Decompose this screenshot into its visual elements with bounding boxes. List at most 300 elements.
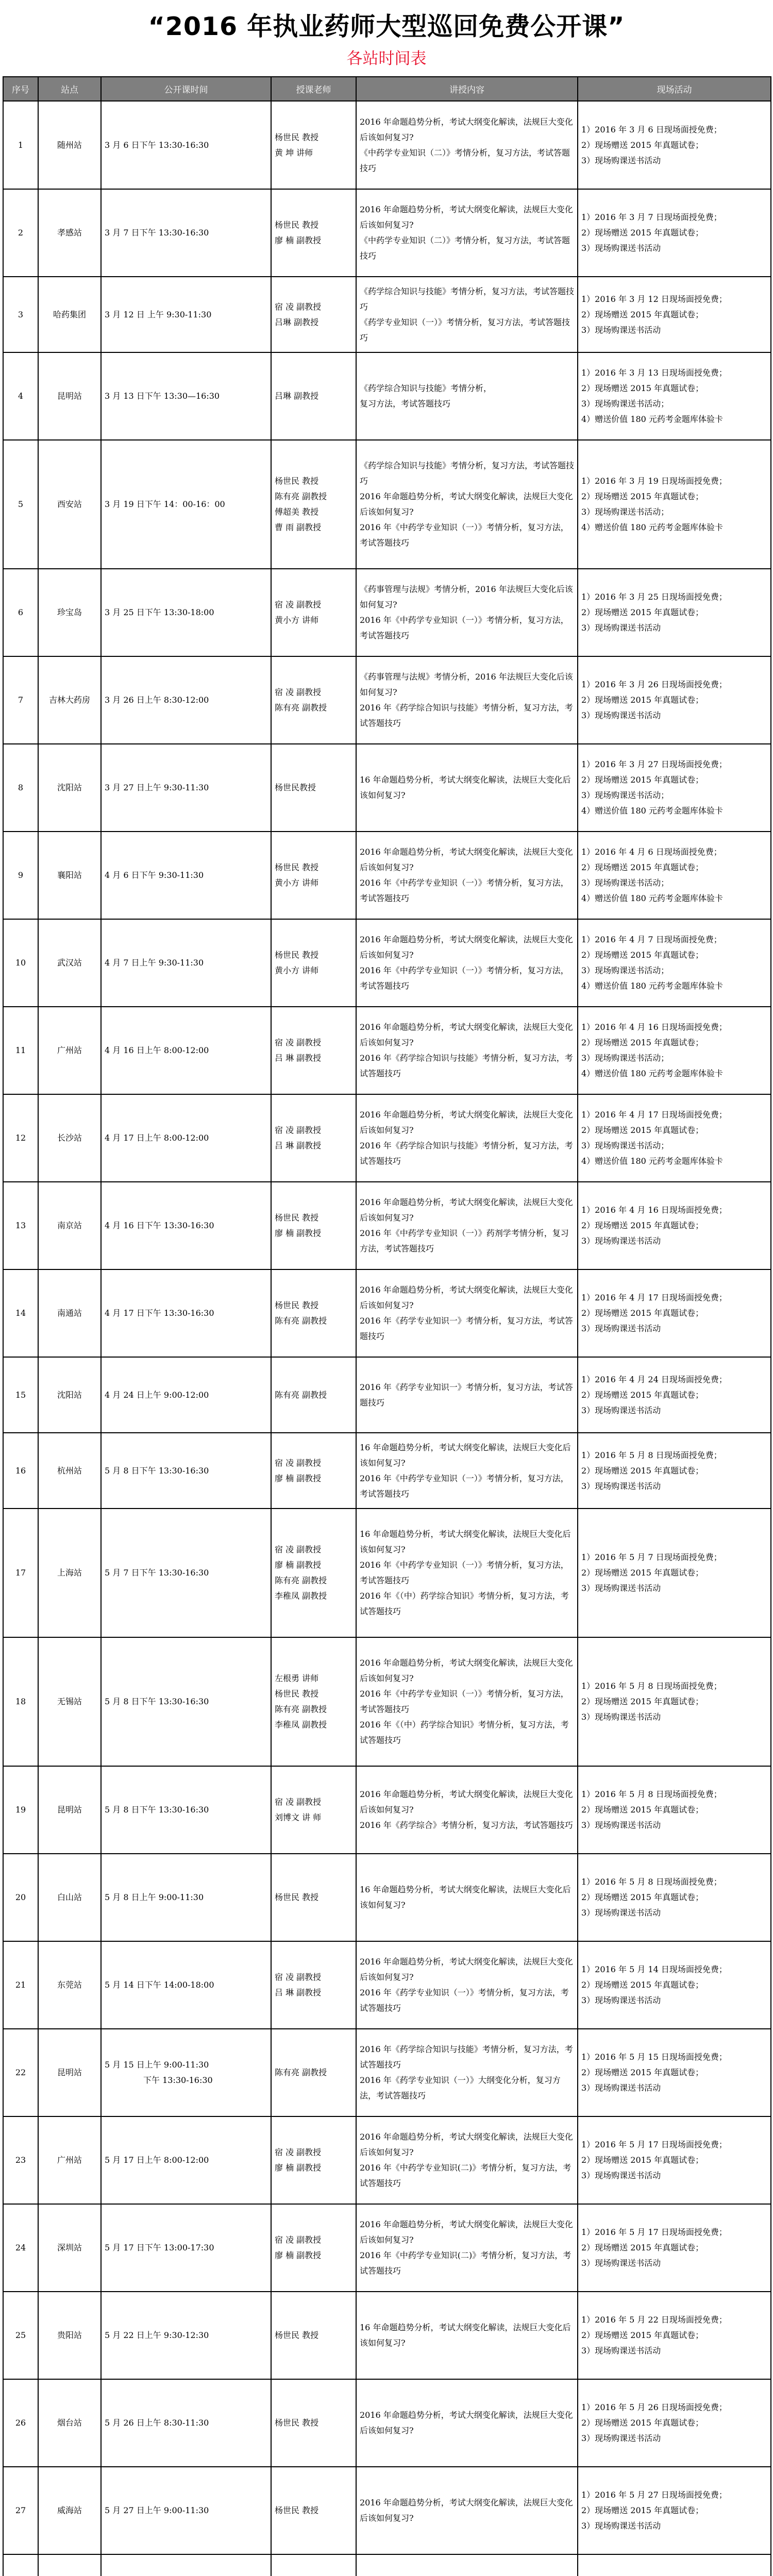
content-line: 2016 年《药学综合》考情分析，复习方法，考试答题技巧 (360, 1820, 573, 1830)
activity-item: 1）2016 年 5 月 17 日现场面授免费； (581, 2227, 727, 2237)
time-cell (101, 1269, 271, 1357)
activity-item: 3）现场购课送书活动； (581, 878, 669, 888)
teacher-name: 陈有亮 副教授 (275, 492, 327, 501)
activity-item: 3）现场购课送书活动 (581, 2346, 661, 2355)
teacher-name: 吕琳 副教授 (275, 317, 319, 327)
activity-item: 1）2016 年 3 月 12 日现场面授免费； (581, 294, 727, 304)
content-line: 《药学综合知识与技能》考情分析，复习方法，考试答题技巧 (360, 461, 575, 486)
teacher-name: 吕琳 副教授 (275, 391, 319, 401)
time-cell (101, 1941, 271, 2029)
time-cell (101, 2029, 271, 2116)
station-name: 随州站 (38, 101, 101, 189)
teacher-name: 廖 楠 副教授 (275, 2163, 322, 2173)
teacher-name: 杨世民 教授 (275, 1892, 319, 1902)
activity-item: 3）现场购课送书活动； (581, 965, 669, 975)
activity-item: 1）2016 年 5 月 17 日现场面授免费； (581, 2140, 727, 2149)
activity-item: 1）2016 年 4 月 24 日现场面授免费； (581, 1374, 727, 1384)
teacher-cell (271, 744, 356, 832)
time-cell (101, 2292, 271, 2379)
table-body (3, 101, 771, 2576)
activity-cell (578, 1509, 771, 1637)
activity-item: 4）赠送价值 180 元药考金题库体验卡 (581, 522, 723, 532)
content-cell (356, 1433, 578, 1509)
time-line: 5 月 8 日下午 13:30-16:30 (105, 1465, 209, 1476)
activity-cell (578, 2116, 771, 2204)
content-cell (356, 656, 578, 744)
activity-item: 1）2016 年 3 月 27 日现场面授免费； (581, 759, 727, 769)
content-line: 2016 年《药学专业知识（一）》考情分析，复习方法，考试答题技巧 (360, 1988, 569, 2013)
table-row (3, 2204, 771, 2292)
row-number (3, 2554, 38, 2576)
time-line: 下午 13:30-16:30 (143, 2075, 213, 2085)
activity-cell (578, 1357, 771, 1433)
row-number: 4 (3, 352, 38, 440)
content-line: 2016 年命题趋势分析，考试大纲变化解读，法规巨大变化后该如何复习? (360, 205, 573, 230)
activity-item: 3）现场购课送书活动 (581, 1405, 661, 1415)
teacher-cell (271, 1094, 356, 1182)
activity-item: 1）2016 年 5 月 7 日现场面授免费； (581, 1552, 722, 1562)
content-line: 2016 年命题趋势分析，考试大纲变化解读，法规巨大变化后该如何复习? (360, 2410, 573, 2435)
content-line: 《中药学专业知识（二）》考情分析，复习方法，考试答题技巧 (360, 235, 570, 261)
activity-item: 1）2016 年 5 月 14 日现场面授免费； (581, 1964, 727, 1974)
activity-item: 1）2016 年 5 月 15 日现场面授免费； (581, 2052, 727, 2062)
activity-item: 2）现场赠送 2015 年真题试卷； (581, 1221, 704, 1230)
station-name: 孝感站 (38, 189, 101, 277)
activity-item: 2）现场赠送 2015 年真题试卷； (581, 1697, 704, 1706)
table-row (3, 2554, 771, 2576)
time-line: 3 月 6 日下午 13:30-16:30 (105, 140, 209, 150)
activity-item: 2）现场赠送 2015 年真题试卷； (581, 695, 704, 705)
station-name: 昆明站 (38, 2029, 101, 2116)
time-cell (101, 1357, 271, 1433)
header-activity: 现场活动 (578, 77, 771, 101)
activity-item: 2）现场赠送 2015 年真题试卷； (581, 1389, 704, 1400)
activity-item: 2）现场赠送 2015 年真题试卷； (581, 1892, 704, 1902)
teacher-name: 杨世民 教授 (275, 476, 319, 486)
row-number: 21 (3, 1941, 38, 2029)
activity-item: 2）现场赠送 2015 年真题试卷； (581, 862, 704, 872)
activity-cell (578, 2204, 771, 2292)
content-cell (356, 2204, 578, 2292)
time-cell (101, 1433, 271, 1509)
table-row (3, 2116, 771, 2204)
activity-item: 3）现场购课送书活动 (581, 2083, 661, 2093)
row-number: 13 (3, 1182, 38, 1269)
content-line: 2016 年《中药学专业知识（一）》考情分析，复习方法，考试答题技巧 (360, 615, 569, 640)
activity-item: 2）现场赠送 2015 年真题试卷； (581, 1568, 704, 1578)
activity-item: 3）现场购课送书活动； (581, 1141, 669, 1150)
teacher-cell (271, 2379, 356, 2467)
content-cell (356, 1766, 578, 1854)
activity-item: 3）现场购课送书活动 (581, 1583, 661, 1593)
teacher-name: 杨世民 教授 (275, 2418, 319, 2428)
teacher-name: 陈有亮 副教授 (275, 1316, 327, 1326)
table-row (3, 1766, 771, 1854)
content-line: 2016 年《药学综合知识与技能》考情分析，复习方法，考试答题技巧 (360, 703, 573, 728)
teacher-name: 宿 凌 副教授 (275, 1797, 322, 1807)
content-line: 16 年命题趋势分析，考试大纲变化解读，法规巨大变化后该如何复习? (360, 1885, 571, 1910)
station-name: 南京站 (38, 1182, 101, 1269)
teacher-name: 宿 凌 副教授 (275, 1458, 322, 1468)
teacher-name: 廖 楠 副教授 (275, 1560, 322, 1570)
content-cell (356, 1357, 578, 1433)
content-cell (356, 1941, 578, 2029)
time-cell (101, 2379, 271, 2467)
teacher-name: 杨世民 教授 (275, 862, 319, 872)
activity-item: 4）赠送价值 180 元药考金题库体验卡 (581, 806, 723, 816)
content-cell (356, 1854, 578, 1941)
content-cell (356, 1637, 578, 1766)
teacher-cell (271, 1182, 356, 1269)
activity-item: 1）2016 年 4 月 7 日现场面授免费； (581, 935, 722, 944)
table-row (3, 1357, 771, 1433)
activity-item: 2）现场赠送 2015 年真题试卷； (581, 2418, 704, 2428)
content-line: 2016 年命题趋势分析，考试大纲变化解读，法规巨大变化后该如何复习? (360, 492, 573, 517)
content-cell (356, 2029, 578, 2116)
teacher-name: 陈有亮 副教授 (275, 703, 327, 713)
content-line: 2016 年命题趋势分析，考试大纲变化解读，法规巨大变化后该如何复习? (360, 1197, 573, 1223)
table-row (3, 1269, 771, 1357)
activity-item: 1）2016 年 5 月 27 日现场面授免费； (581, 2490, 727, 2500)
teacher-cell (271, 919, 356, 1007)
teacher-name: 杨世民 教授 (275, 950, 319, 960)
activity-item: 1）2016 年 4 月 17 日现场面授免费； (581, 1293, 727, 1302)
activity-item: 4）赠送价值 180 元药考金题库体验卡 (581, 1069, 723, 1078)
row-number: 7 (3, 656, 38, 744)
teacher-cell (271, 569, 356, 656)
activity-item: 3）现场购课送书活动 (581, 2521, 661, 2531)
teacher-name: 廖 楠 副教授 (275, 1473, 322, 1483)
activity-cell (578, 1007, 771, 1094)
time-cell (101, 189, 271, 277)
activity-item: 3）现场购课送书活动 (581, 710, 661, 720)
activity-item: 1）2016 年 3 月 26 日现场面授免费； (581, 680, 727, 689)
row-number: 2 (3, 189, 38, 277)
activity-item: 2）现场赠送 2015 年真题试卷； (581, 775, 704, 785)
activity-cell (578, 1637, 771, 1766)
table-row (3, 352, 771, 440)
activity-item: 3）现场购课送书活动 (581, 1820, 661, 1830)
activity-item: 2）现场赠送 2015 年真题试卷； (581, 1465, 704, 1476)
station-name: 无锡站 (38, 1637, 101, 1766)
content-line: 2016 年《中药学专业知识（一）》考情分析，复习方法，考试答题技巧 (360, 1560, 569, 1585)
activity-item: 3）现场购课送书活动 (581, 623, 661, 633)
content-line: 2016 年命题趋势分析，考试大纲变化解读，法规巨大变化后该如何复习? (360, 116, 573, 142)
time-cell (101, 656, 271, 744)
activity-item: 2）现场赠送 2015 年真题试卷； (581, 950, 704, 960)
teacher-cell (271, 656, 356, 744)
teacher-cell (271, 101, 356, 189)
teacher-name: 宿 凌 副教授 (275, 1972, 322, 1982)
activity-item: 3）现场购课送书活动 (581, 1908, 661, 1918)
teacher-cell (271, 2029, 356, 2116)
time-cell (101, 440, 271, 569)
time-line: 5 月 17 日上午 8:00-12:00 (105, 2155, 209, 2165)
time-line: 3 月 13 日下午 13:30—16:30 (105, 391, 220, 401)
table-row (3, 744, 771, 832)
activity-item: 1）2016 年 5 月 8 日现场面授免费； (581, 1681, 722, 1691)
teacher-cell (271, 189, 356, 277)
teacher-cell (271, 1269, 356, 1357)
teacher-cell (271, 832, 356, 919)
schedule-table (3, 76, 771, 2576)
teacher-name: 曹 雨 副教授 (275, 522, 322, 532)
teacher-cell (271, 1854, 356, 1941)
content-cell (356, 101, 578, 189)
teacher-name: 杨世民 教授 (275, 2505, 319, 2515)
teacher-name: 吕 琳 副教授 (275, 1988, 322, 1997)
table-row (3, 440, 771, 569)
header-number: 序号 (3, 77, 38, 101)
time-cell (101, 744, 271, 832)
activity-item: 4）赠送价值 180 元药考金题库体验卡 (581, 981, 723, 991)
activity-item: 2）现场赠送 2015 年真题试卷； (581, 2243, 704, 2252)
content-line: 2016 年《中药学专业知识（一）》考情分析，复习方法，考试答题技巧 (360, 1473, 569, 1499)
content-line: 2016 年命题趋势分析，考试大纲变化解读，法规巨大变化后该如何复习? (360, 847, 573, 872)
row-number: 17 (3, 1509, 38, 1637)
activity-cell (578, 744, 771, 832)
teacher-cell (271, 2554, 356, 2576)
row-number: 19 (3, 1766, 38, 1854)
row-number: 27 (3, 2467, 38, 2554)
content-line: 2016 年命题趋势分析，考试大纲变化解读，法规巨大变化后该如何复习? (360, 1285, 573, 1310)
teacher-name: 杨世民 教授 (275, 1213, 319, 1223)
station-name: 吉林大药房 (38, 656, 101, 744)
activity-item: 2）现场赠送 2015 年真题试卷； (581, 2155, 704, 2165)
activity-item: 3）现场购课送书活动 (581, 1236, 661, 1246)
row-number: 11 (3, 1007, 38, 1094)
time-line: 5 月 27 日上午 9:00-11:30 (105, 2505, 209, 2515)
content-line: 《药事管理与法规》考情分析，2016 年法规巨大变化后该如何复习? (360, 672, 573, 697)
row-number: 5 (3, 440, 38, 569)
row-number: 15 (3, 1357, 38, 1433)
content-cell (356, 1269, 578, 1357)
teacher-cell (271, 352, 356, 440)
teacher-name: 廖 楠 副教授 (275, 2250, 322, 2260)
station-name: 广州站 (38, 1007, 101, 1094)
row-number: 10 (3, 919, 38, 1007)
teacher-name: 宿 凌 副教授 (275, 1545, 322, 1554)
teacher-name: 宿 凌 副教授 (275, 2235, 322, 2245)
table-row (3, 569, 771, 656)
header-content: 讲授内容 (356, 77, 578, 101)
header-time: 公开课时间 (101, 77, 271, 101)
content-cell (356, 1094, 578, 1182)
teacher-name: 宿 凌 副教授 (275, 1038, 322, 1047)
teacher-name: 刘博文 讲 师 (275, 1812, 322, 1822)
teacher-name: 黄小方 讲师 (275, 615, 319, 625)
content-line: 《药学专业知识（一）》考情分析，复习方法，考试答题技巧 (360, 317, 570, 343)
row-number: 26 (3, 2379, 38, 2467)
row-number: 8 (3, 744, 38, 832)
content-line: 2016 年命题趋势分析，考试大纲变化解读，法规巨大变化后该如何复习? (360, 1022, 573, 1047)
activity-cell (578, 101, 771, 189)
table-row (3, 1637, 771, 1766)
content-line: 2016 年《中药学专业知识（一）》药剂学考情分析，复习方法，考试答题技巧 (360, 1228, 569, 1253)
teacher-name: 杨世民 教授 (275, 2330, 319, 2340)
activity-item: 1）2016 年 3 月 19 日现场面授免费； (581, 476, 727, 486)
teacher-name: 陈有亮 副教授 (275, 2067, 327, 2077)
content-line: 2016 年《药学综合知识与技能》考情分析，复习方法，考试答题技巧 (360, 1053, 573, 1078)
time-line: 4 月 17 日下午 13:30-16:30 (105, 1308, 214, 1318)
content-line: 《药学综合知识与技能》考情分析， (360, 383, 492, 393)
station-name: 深圳站 (38, 2204, 101, 2292)
content-line: 2016 年《中药学专业知识（一）》考情分析，复习方法，考试答题技巧 (360, 522, 569, 548)
row-number: 14 (3, 1269, 38, 1357)
time-cell (101, 2467, 271, 2554)
time-cell (101, 1182, 271, 1269)
activity-item: 3）现场购课送书活动； (581, 790, 669, 800)
activity-cell (578, 919, 771, 1007)
station-name: 沈阳站 (38, 744, 101, 832)
time-line: 3 月 19 日下午 14：00-16：00 (105, 499, 225, 509)
content-line: 2016 年命题趋势分析，考试大纲变化解读，法规巨大变化后该如何复习? (360, 2132, 573, 2157)
teacher-name: 杨世民 教授 (275, 1300, 319, 1310)
activity-cell (578, 2292, 771, 2379)
content-line: 2016 年《药学综合知识与技能》考情分析，复习方法，考试答题技巧 (360, 1141, 573, 1166)
teacher-cell (271, 2116, 356, 2204)
time-line: 5 月 17 日下午 13:00-17:30 (105, 2243, 214, 2252)
activity-item: 1）2016 年 5 月 8 日现场面授免费； (581, 1789, 722, 1799)
teacher-name: 吕 琳 副教授 (275, 1053, 322, 1063)
content-line: 复习方法，考试答题技巧 (360, 399, 451, 409)
station-name: 广州站 (38, 2116, 101, 2204)
activity-item: 1）2016 年 3 月 6 日现场面授免费； (581, 124, 722, 134)
activity-item: 3）现场购课送书活动； (581, 1053, 669, 1063)
teacher-name: 陈有亮 副教授 (275, 1704, 327, 1714)
teacher-name: 李稚凤 副教授 (275, 1591, 327, 1601)
table-row (3, 1941, 771, 2029)
row-number: 9 (3, 832, 38, 919)
teacher-cell (271, 277, 356, 352)
content-line: 2016 年命题趋势分析，考试大纲变化解读，法规巨大变化后该如何复习? (360, 1789, 573, 1815)
time-line: 3 月 7 日下午 13:30-16:30 (105, 228, 209, 238)
content-cell (356, 2554, 578, 2576)
teacher-name: 陈有亮 副教授 (275, 1575, 327, 1585)
content-line: 《中药学专业知识（二）》考情分析，复习方法，考试答题技巧 (360, 147, 570, 173)
time-cell (101, 352, 271, 440)
content-line: 16 年命题趋势分析，考试大纲变化解读，法规巨大变化后该如何复习? (360, 1529, 571, 1554)
teacher-name: 宿 凌 副教授 (275, 1125, 322, 1135)
activity-item: 2）现场赠送 2015 年真题试卷； (581, 309, 704, 319)
time-cell (101, 1509, 271, 1637)
activity-item: 3）现场购课送书活动 (581, 1712, 661, 1722)
station-name: 上海站 (38, 1509, 101, 1637)
teacher-name: 廖 楠 副教授 (275, 1228, 322, 1238)
page-subtitle: 各站时间表 (346, 49, 427, 68)
table-row (3, 277, 771, 352)
row-number: 12 (3, 1094, 38, 1182)
activity-cell (578, 2554, 771, 2576)
content-line: 2016 年《中药学专业知识（一）》考情分析，复习方法，考试答题技巧 (360, 965, 569, 991)
activity-cell (578, 2029, 771, 2116)
teacher-name: 李稚凤 副教授 (275, 1720, 327, 1730)
time-cell (101, 919, 271, 1007)
teacher-name: 宿 凌 副教授 (275, 301, 322, 312)
time-line: 5 月 8 日上午 9:00-11:30 (105, 1892, 204, 1902)
teacher-name: 杨世民教授 (275, 783, 316, 792)
teacher-name: 廖 楠 副教授 (275, 235, 322, 245)
activity-cell (578, 2379, 771, 2467)
time-line: 4 月 17 日上午 8:00-12:00 (105, 1133, 209, 1143)
activity-item: 1）2016 年 5 月 22 日现场面授免费； (581, 2315, 727, 2325)
content-cell (356, 569, 578, 656)
activity-item: 1）2016 年 5 月 8 日现场面授免费； (581, 1450, 722, 1460)
time-line: 3 月 25 日下午 13:30-18:00 (105, 607, 214, 617)
row-number: 24 (3, 2204, 38, 2292)
teacher-name: 黄 坤 讲师 (275, 147, 313, 158)
teacher-cell (271, 1637, 356, 1766)
content-cell (356, 1007, 578, 1094)
teacher-name: 宿 凌 副教授 (275, 687, 322, 697)
activity-item: 2）现场赠送 2015 年真题试卷； (581, 1980, 704, 1990)
row-number: 3 (3, 277, 38, 352)
time-cell (101, 1094, 271, 1182)
table-row (3, 2379, 771, 2467)
station-name: 烟台站 (38, 2379, 101, 2467)
content-cell (356, 2467, 578, 2554)
activity-item: 1）2016 年 4 月 17 日现场面授免费； (581, 1110, 727, 1120)
station-name: 武汉站 (38, 919, 101, 1007)
activity-item: 2）现场赠送 2015 年真题试卷； (581, 383, 704, 393)
activity-item: 2）现场赠送 2015 年真题试卷； (581, 2505, 704, 2515)
content-line: 2016 年《（中）药学综合知识》考情分析，复习方法，考试答题技巧 (360, 1591, 569, 1616)
time-cell (101, 277, 271, 352)
teacher-name: 傅超美 教授 (275, 507, 319, 517)
time-line: 5 月 8 日下午 13:30-16:30 (105, 1805, 209, 1815)
activity-cell (578, 1269, 771, 1357)
teacher-cell (271, 2467, 356, 2554)
activity-item: 2）现场赠送 2015 年真题试卷； (581, 1805, 704, 1815)
activity-item: 1）2016 年 3 月 25 日现场面授免费； (581, 592, 727, 602)
station-name: 昆明站 (38, 352, 101, 440)
content-line: 2016 年《药学专业知识一》考情分析，复习方法，考试答题技巧 (360, 1382, 573, 1408)
station-name: 贵阳站 (38, 2292, 101, 2379)
activity-cell (578, 1182, 771, 1269)
teacher-name: 杨世民 教授 (275, 132, 319, 142)
content-line: 16 年命题趋势分析，考试大纲变化解读，法规巨大变化后该如何复习? (360, 775, 571, 800)
content-line: 2016 年《药学综合知识与技能》考情分析，复习方法，考试答题技巧 (360, 2044, 573, 2070)
time-line: 5 月 26 日上午 8:30-11:30 (105, 2418, 209, 2428)
activity-item: 3）现场购课送书活动 (581, 325, 661, 335)
header-teacher: 授课老师 (271, 77, 356, 101)
table-row (3, 2292, 771, 2379)
teacher-cell (271, 1357, 356, 1433)
activity-cell (578, 189, 771, 277)
row-number: 25 (3, 2292, 38, 2379)
station-name: 西安站 (38, 440, 101, 569)
content-line: 《药事管理与法规》考情分析，2016 年法规巨大变化后该如何复习? (360, 584, 573, 609)
activity-item: 2）现场赠送 2015 年真题试卷； (581, 228, 704, 238)
activity-item: 2）现场赠送 2015 年真题试卷； (581, 2067, 704, 2077)
table-row (3, 919, 771, 1007)
content-line: 2016 年《中药学专业知识(二)》考情分析，复习方法，考试答题技巧 (360, 2163, 572, 2188)
time-line: 4 月 16 日下午 13:30-16:30 (105, 1221, 214, 1230)
row-number: 16 (3, 1433, 38, 1509)
time-cell (101, 1766, 271, 1854)
content-cell (356, 2292, 578, 2379)
station-name: 沈阳站 (38, 1357, 101, 1433)
row-number: 18 (3, 1637, 38, 1766)
station-name: 长沙站 (38, 1094, 101, 1182)
activity-item: 1）2016 年 4 月 16 日现场面授免费； (581, 1205, 727, 1215)
station-name: 杭州站 (38, 1433, 101, 1509)
row-number: 6 (3, 569, 38, 656)
content-line: 2016 年命题趋势分析，考试大纲变化解读，法规巨大变化后该如何复习? (360, 1110, 573, 1135)
content-line: 2016 年命题趋势分析，考试大纲变化解读，法规巨大变化后该如何复习? (360, 2498, 573, 2523)
activity-item: 2）现场赠送 2015 年真题试卷； (581, 607, 704, 617)
content-cell (356, 744, 578, 832)
